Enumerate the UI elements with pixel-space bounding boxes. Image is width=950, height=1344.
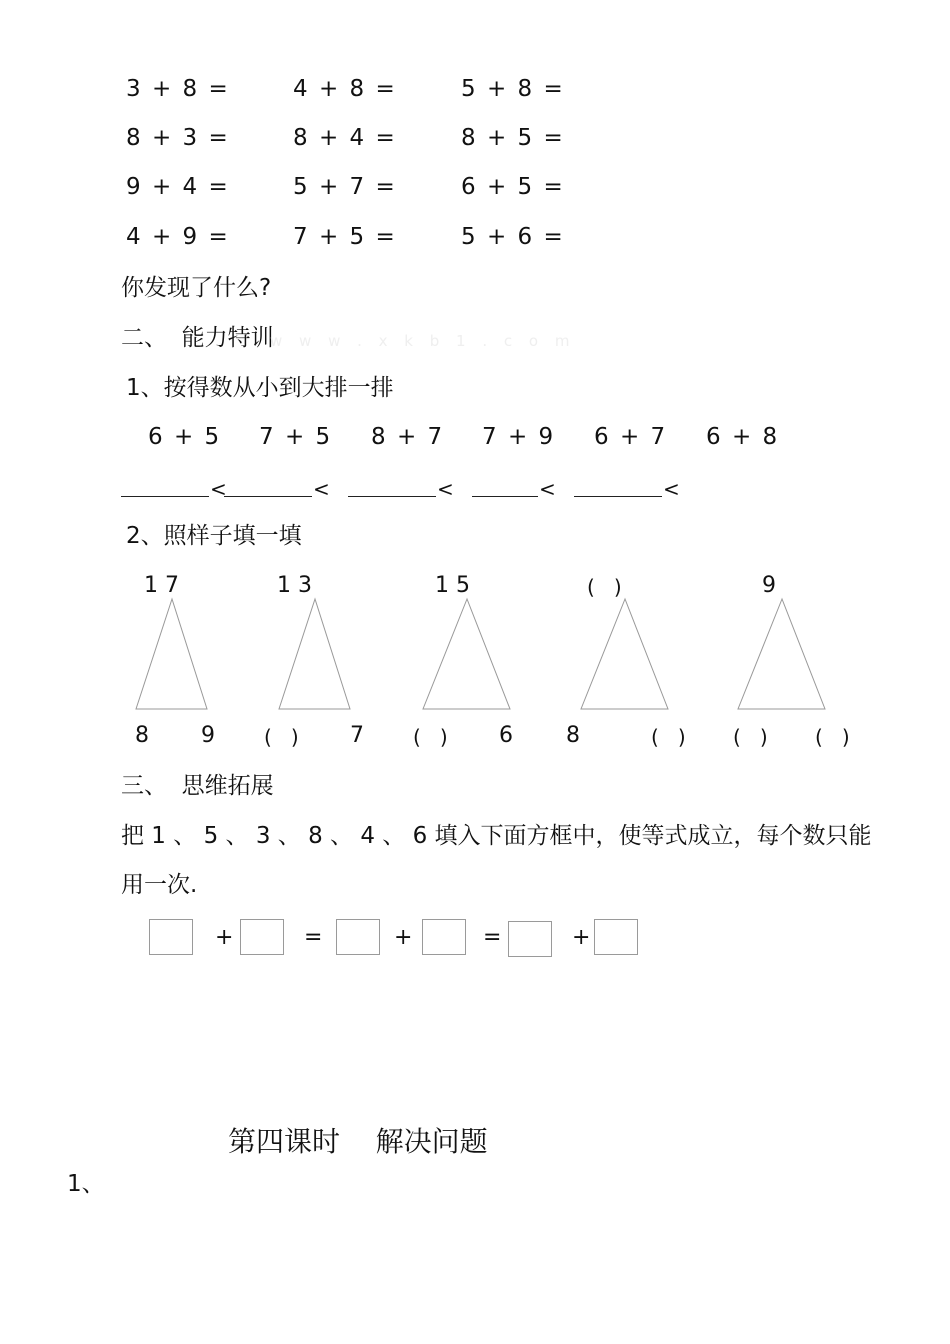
order-blank-3[interactable] bbox=[348, 496, 436, 497]
triangle2-shape bbox=[278, 597, 352, 711]
expression-1: 6 + 5 bbox=[148, 424, 222, 450]
answer-box-1[interactable] bbox=[149, 919, 193, 955]
less-than-1: < bbox=[210, 477, 227, 501]
section3-title: 三、 思维拓展 bbox=[121, 773, 274, 799]
less-than-5: < bbox=[663, 477, 680, 501]
equation-r3-c1: 9 + 4 = bbox=[126, 174, 230, 200]
triangle1-top: 1 7 bbox=[144, 573, 179, 598]
equation-r2-c3: 8 + 5 = bbox=[461, 125, 565, 151]
triangle3-bottom-left[interactable]: ( ) bbox=[413, 725, 448, 749]
order-blank-5[interactable] bbox=[574, 496, 662, 497]
watermark: w w w . x k b 1 . c o m bbox=[270, 332, 576, 350]
section3-instruction-line1: 把 1 、 5 、 3 、 8 、 4 、 6 填入下面方框中，使等式成立，每个数只能 bbox=[121, 823, 872, 849]
triangle1-bottom-right: 9 bbox=[201, 723, 215, 748]
order-blank-4[interactable] bbox=[472, 496, 538, 497]
answer-box-2[interactable] bbox=[240, 919, 284, 955]
triangle1-bottom-left: 8 bbox=[135, 723, 149, 748]
triangle5-bottom-right[interactable]: ( ) bbox=[815, 725, 850, 749]
triangle2-top: 1 3 bbox=[277, 573, 312, 598]
triangle1-shape bbox=[135, 597, 209, 711]
item1-label: 1、 bbox=[67, 1171, 105, 1197]
equation-r4-c1: 4 + 9 = bbox=[126, 224, 230, 250]
equation-r2-c2: 8 + 4 = bbox=[293, 125, 397, 151]
equation-r4-c3: 5 + 6 = bbox=[461, 224, 565, 250]
less-than-4: < bbox=[539, 477, 556, 501]
expression-2: 7 + 5 bbox=[259, 424, 333, 450]
plus-sign-2: + bbox=[394, 925, 413, 950]
triangle4-bottom-right[interactable]: ( ) bbox=[651, 725, 686, 749]
triangle3-bottom-right: 6 bbox=[499, 723, 513, 748]
triangle5-top: 9 bbox=[762, 573, 776, 598]
lesson-heading: 第四课时 解决问题 bbox=[228, 1125, 488, 1158]
equals-sign-1: = bbox=[304, 925, 323, 950]
task2-title: 2、照样子填一填 bbox=[126, 523, 302, 549]
plus-sign-1: + bbox=[215, 925, 234, 950]
equals-sign-2: = bbox=[483, 925, 502, 950]
equation-r1-c3: 5 + 8 = bbox=[461, 76, 565, 102]
triangle4-shape bbox=[580, 597, 670, 711]
order-blank-2[interactable] bbox=[224, 496, 312, 497]
expression-4: 7 + 9 bbox=[482, 424, 556, 450]
equation-r1-c2: 4 + 8 = bbox=[293, 76, 397, 102]
question-text: 你发现了什么? bbox=[121, 275, 272, 301]
task1-title: 1、按得数从小到大排一排 bbox=[126, 375, 394, 401]
expression-3: 8 + 7 bbox=[371, 424, 445, 450]
triangle4-bottom-left: 8 bbox=[566, 723, 580, 748]
section2-title: 二、 能力特训 bbox=[121, 325, 274, 351]
equation-r1-c1: 3 + 8 = bbox=[126, 76, 230, 102]
answer-box-3[interactable] bbox=[336, 919, 380, 955]
expression-6: 6 + 8 bbox=[706, 424, 780, 450]
equation-r4-c2: 7 + 5 = bbox=[293, 224, 397, 250]
triangle3-shape bbox=[422, 597, 512, 711]
plus-sign-3: + bbox=[572, 925, 591, 950]
expression-5: 6 + 7 bbox=[594, 424, 668, 450]
order-blank-1[interactable] bbox=[121, 496, 209, 497]
triangle5-shape bbox=[737, 597, 827, 711]
equation-r3-c2: 5 + 7 = bbox=[293, 174, 397, 200]
answer-box-4[interactable] bbox=[422, 919, 466, 955]
triangle2-bottom-left[interactable]: ( ) bbox=[264, 725, 299, 749]
section3-instruction-line2: 用一次. bbox=[121, 872, 198, 898]
triangle4-top[interactable]: ( ) bbox=[587, 575, 622, 599]
triangle2-bottom-right: 7 bbox=[350, 723, 364, 748]
answer-box-5[interactable] bbox=[508, 921, 552, 957]
less-than-2: < bbox=[313, 477, 330, 501]
less-than-3: < bbox=[437, 477, 454, 501]
triangle5-bottom-left[interactable]: ( ) bbox=[733, 725, 768, 749]
equation-r2-c1: 8 + 3 = bbox=[126, 125, 230, 151]
equation-r3-c3: 6 + 5 = bbox=[461, 174, 565, 200]
triangle3-top: 1 5 bbox=[435, 573, 470, 598]
answer-box-6[interactable] bbox=[594, 919, 638, 955]
